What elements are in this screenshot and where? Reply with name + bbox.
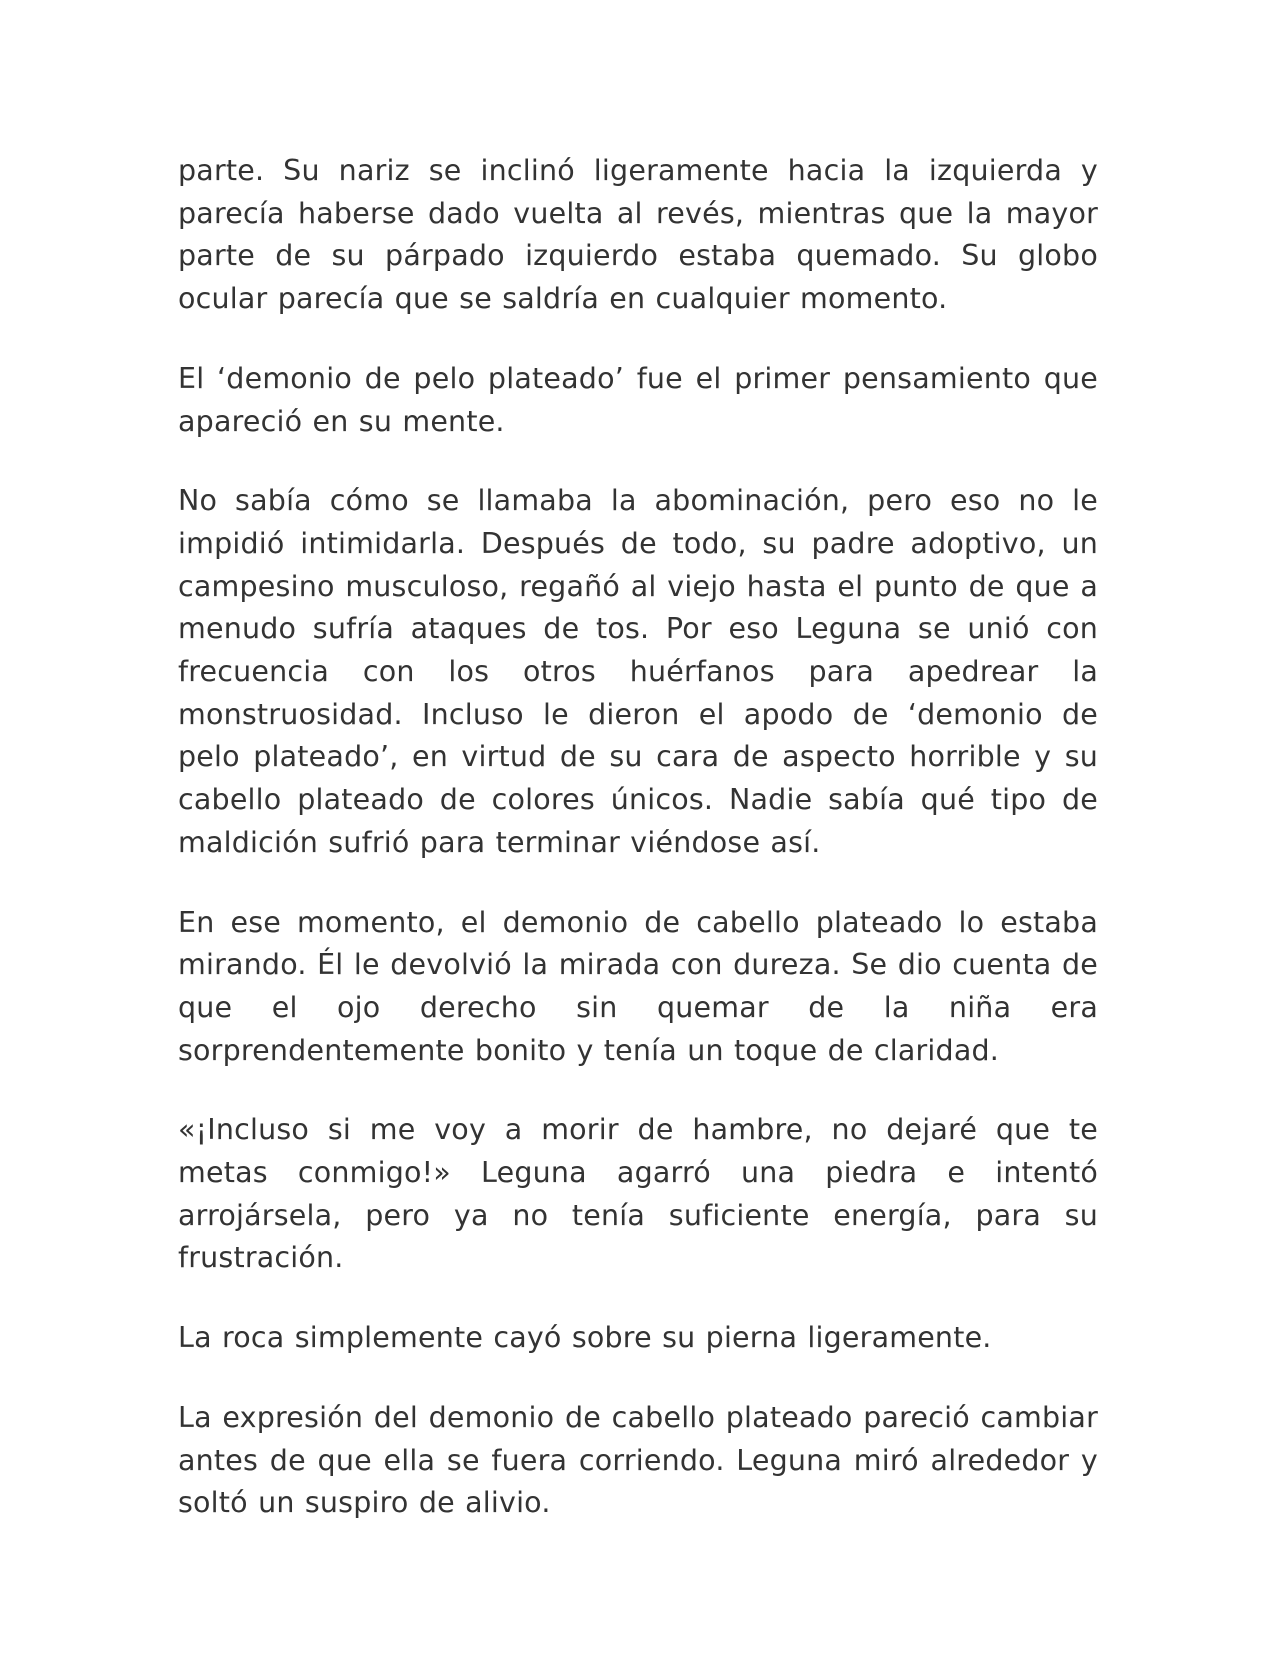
paragraph: La roca simplemente cayó sobre su pierna ligeramente. [178,1321,992,1355]
document-body [178,150,1098,1562]
paragraph: La expresión del demonio de cabello plateado pareció cambiar antes de que ella se fuera corriendo. Leguna miró alrededor y soltó un suspiro de alivio. [178,1400,1098,1520]
paragraph: parte. Su nariz se inclinó ligeramente hacia la izquierda y parecía haberse dado vuelta al revés, mientras que la mayor parte de su párpado izquierdo estaba quemado. Su globo ocular parecía que se saldría en cualquier momento. [178,154,1098,316]
paragraph: El ‘demonio de pelo plateado’ fue el primer pensamiento que apareció en su mente. [178,361,1098,438]
paragraph: No sabía cómo se llamaba la abominación, pero eso no le impidió intimidarla. Después de todo, su padre adoptivo, un campesino musculoso, regañó al viejo hasta el punto de que a menudo sufría ataques de tos. Por eso Leguna se unió con frecuencia con los otros huérfanos para apedrear la monstruosidad. Incluso le dieron el apodo de ‘demonio de pelo plateado’, en virtud de su cara de aspecto horrible y su cabello plateado de colores únicos. Nadie sabía qué tipo de maldición sufrió para terminar viéndose así. [178,484,1098,859]
paragraph: En ese momento, el demonio de cabello plateado lo estaba mirando. Él le devolvió la mirada con dureza. Se dio cuenta de que el ojo derecho sin quemar de la niña era sorprendentemente bonito y tenía un toque de claridad. [178,905,1098,1067]
paragraph: «¡Incluso si me voy a morir de hambre, no dejaré que te metas conmigo!» Leguna agarró una piedra e intentó arrojársela, pero ya no tenía suficiente energía, para su frustración. [178,1113,1098,1275]
